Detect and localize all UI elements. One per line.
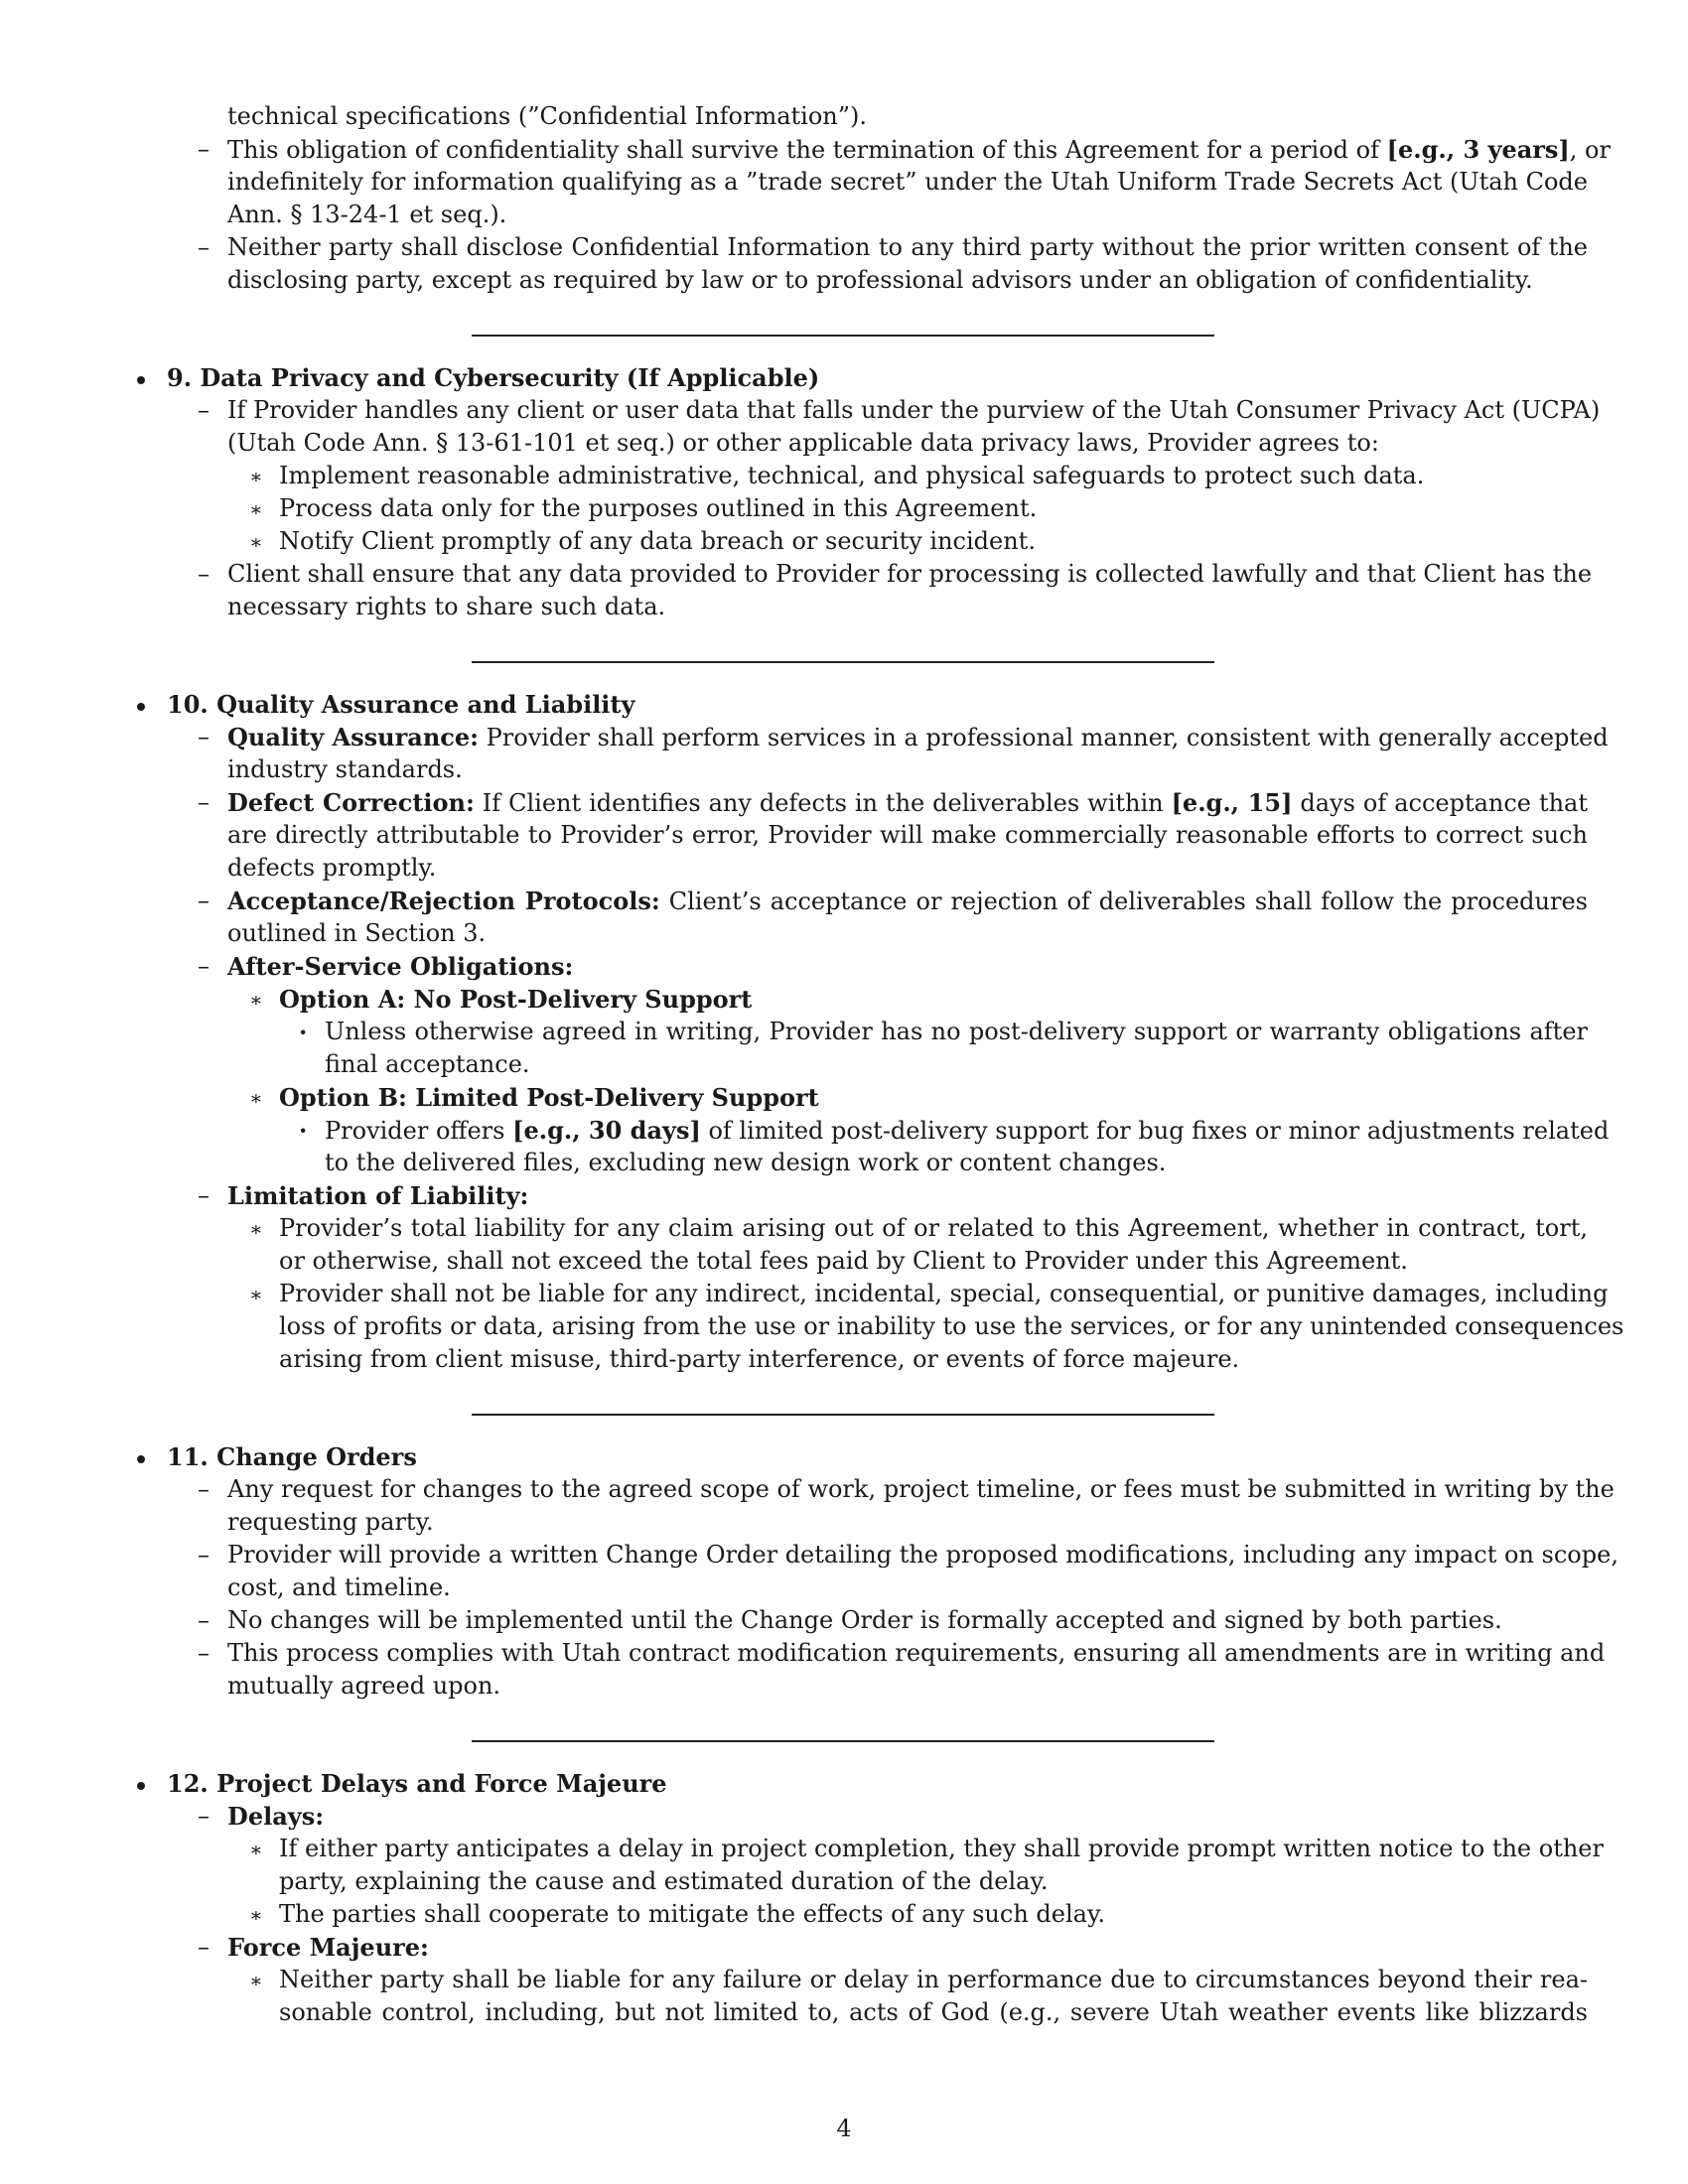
dash-marker (198, 558, 210, 591)
force-majeure-line: Neither party shall be liable for any failure or delay in performance due to circumstances beyond their rea- (279, 1966, 1588, 1993)
dash-marker (198, 1637, 210, 1670)
delays-line: If either party anticipates a delay in project completion, they shall provide prompt written notice to the other (279, 1835, 1604, 1862)
option-a-heading: Option A: No Post-Delivery Support (279, 985, 753, 1014)
section-bullet (137, 376, 145, 384)
dash-marker (198, 885, 210, 917)
star-marker (249, 1278, 263, 1311)
acceptance-line: Acceptance/Rejection Protocols: Client’s acceptance or rejection of deliverables shall follow the procedures (227, 887, 1588, 915)
disclosure-line: disclosing party, except as required by law or to professional advisors under an obligation of confidentiality. (227, 266, 1533, 294)
client-data-line: necessary rights to share such data. (227, 593, 666, 620)
dash-marker (198, 133, 210, 166)
dash-marker (198, 231, 210, 264)
defect-correction-line: Defect Correction: If Client identifies any defects in the deliverables within [e.g., 15] days of acceptance that (227, 788, 1589, 817)
force-majeure-line: sonable control, including, but not limited to, acts of God (e.g., severe Utah weather events like blizzards (279, 1998, 1588, 2026)
delays-label: Delays: (227, 1802, 325, 1831)
limitation-label: Limitation of Liability: (227, 1181, 529, 1210)
dash-marker (198, 721, 210, 753)
confidentiality-survival-line: indefinitely for information qualifying as a ”trade secret” under the Utah Uniform Trade Secrets Act (Utah Code (227, 168, 1588, 196)
liability-line: Provider shall not be liable for any indirect, incidental, special, consequential, or punitive damages, including (279, 1280, 1609, 1307)
page-number: 4 (836, 2115, 852, 2142)
dash-marker (198, 1931, 210, 1964)
disclosure-line: Neither party shall disclose Confidential Information to any third party without the prior written consent of the (227, 233, 1588, 261)
privacy-clause-line: (Utah Code Ann. § 13-61-101 et seq.) or other applicable data privacy laws, Provider agrees to: (227, 429, 1379, 457)
option-a-line: Unless otherwise agreed in writing, Provider has no post-delivery support or warranty obligations after (325, 1018, 1588, 1045)
confidentiality-text-line: technical specifications (”Confidential Information”). (227, 102, 868, 130)
liability-line: or otherwise, shall not exceed the total fees paid by Client to Provider under this Agreement. (279, 1247, 1408, 1275)
after-service-label: After-Service Obligations: (227, 952, 574, 981)
section-divider (472, 661, 1214, 663)
section-9-heading: 9. Data Privacy and Cybersecurity (If Applicable) (167, 363, 820, 392)
dash-marker (198, 1800, 210, 1833)
delays-line: party, explaining the cause and estimated duration of the delay. (279, 1867, 1049, 1895)
option-b-heading: Option B: Limited Post-Delivery Support (279, 1083, 819, 1112)
dash-marker (198, 786, 210, 819)
star-marker (249, 1898, 263, 1932)
dash-marker (198, 1473, 210, 1506)
defect-correction-line: are directly attributable to Provider’s error, Provider will make commercially reasonable efforts to correct such (227, 821, 1588, 849)
safeguard-item: Implement reasonable administrative, technical, and physical safeguards to protect such data. (279, 462, 1425, 489)
star-marker (249, 983, 263, 1017)
dash-marker (198, 950, 210, 983)
confidentiality-survival-line: This obligation of confidentiality shall survive the termination of this Agreement for a period of [e.g., 3 years], or (227, 135, 1611, 164)
change-order-line: Any request for changes to the agreed scope of work, project timeline, or fees must be submitted in writing by the (227, 1475, 1615, 1503)
liability-line: Provider’s total liability for any claim arising out of or related to this Agreement, whether in contract, tort, (279, 1214, 1588, 1242)
section-bullet (137, 1455, 145, 1463)
change-order-line: mutually agreed upon. (227, 1672, 501, 1700)
change-order-line: requesting party. (227, 1508, 434, 1536)
acceptance-line: outlined in Section 3. (227, 919, 487, 947)
safeguard-item: Notify Client promptly of any data breach or security incident. (279, 527, 1036, 555)
section-12-heading: 12. Project Delays and Force Majeure (167, 1769, 667, 1798)
star-marker (249, 492, 263, 526)
change-order-line: Provider will provide a written Change Order detailing the proposed modifications, including any impact on scope, (227, 1541, 1618, 1569)
liability-line: loss of profits or data, arising from the use or inability to use the services, or for any unintended consequences (279, 1312, 1624, 1340)
option-a-line: final acceptance. (325, 1050, 530, 1078)
confidentiality-survival-line: Ann. § 13-24-1 et seq.). (227, 201, 507, 228)
dash-marker (198, 1604, 210, 1637)
client-data-line: Client shall ensure that any data provided to Provider for processing is collected lawfully and that Client has the (227, 560, 1593, 588)
option-b-line: to the delivered files, excluding new design work or content changes. (325, 1149, 1167, 1176)
dash-marker (198, 1539, 210, 1571)
section-10-heading: 10. Quality Assurance and Liability (167, 690, 635, 719)
section-divider (472, 335, 1214, 337)
star-marker (249, 1964, 263, 1997)
section-bullet (137, 1782, 145, 1790)
force-majeure-label: Force Majeure: (227, 1933, 429, 1962)
star-marker (249, 1212, 263, 1246)
change-order-line: cost, and timeline. (227, 1573, 451, 1601)
star-marker (249, 1833, 263, 1866)
change-order-line: No changes will be implemented until the Change Order is formally accepted and signed by both parties. (227, 1606, 1502, 1634)
safeguard-item: Process data only for the purposes outlined in this Agreement. (279, 494, 1038, 522)
dot-marker (299, 1016, 307, 1049)
section-bullet (137, 703, 145, 711)
dash-marker (198, 1179, 210, 1212)
delays-line: The parties shall cooperate to mitigate the effects of any such delay. (279, 1900, 1105, 1928)
quality-assurance-line: Quality Assurance: Provider shall perform services in a professional manner, consistent with generally accepted (227, 723, 1609, 751)
option-b-line: Provider offers [e.g., 30 days] of limited post-delivery support for bug fixes or minor adjustments related (325, 1116, 1610, 1145)
quality-assurance-line: industry standards. (227, 755, 463, 783)
star-marker (249, 1081, 263, 1115)
section-divider (472, 1740, 1214, 1742)
dot-marker (299, 1114, 307, 1148)
dash-marker (198, 394, 210, 427)
star-marker (249, 460, 263, 493)
privacy-clause-line: If Provider handles any client or user data that falls under the purview of the Utah Consumer Privacy Act (UCPA) (227, 396, 1601, 424)
defect-correction-line: defects promptly. (227, 854, 437, 882)
star-marker (249, 525, 263, 559)
section-divider (472, 1414, 1214, 1416)
change-order-line: This process complies with Utah contract modification requirements, ensuring all amendments are in writing and (227, 1639, 1606, 1667)
section-11-heading: 11. Change Orders (167, 1442, 417, 1471)
liability-line: arising from client misuse, third-party interference, or events of force majeure. (279, 1345, 1240, 1373)
